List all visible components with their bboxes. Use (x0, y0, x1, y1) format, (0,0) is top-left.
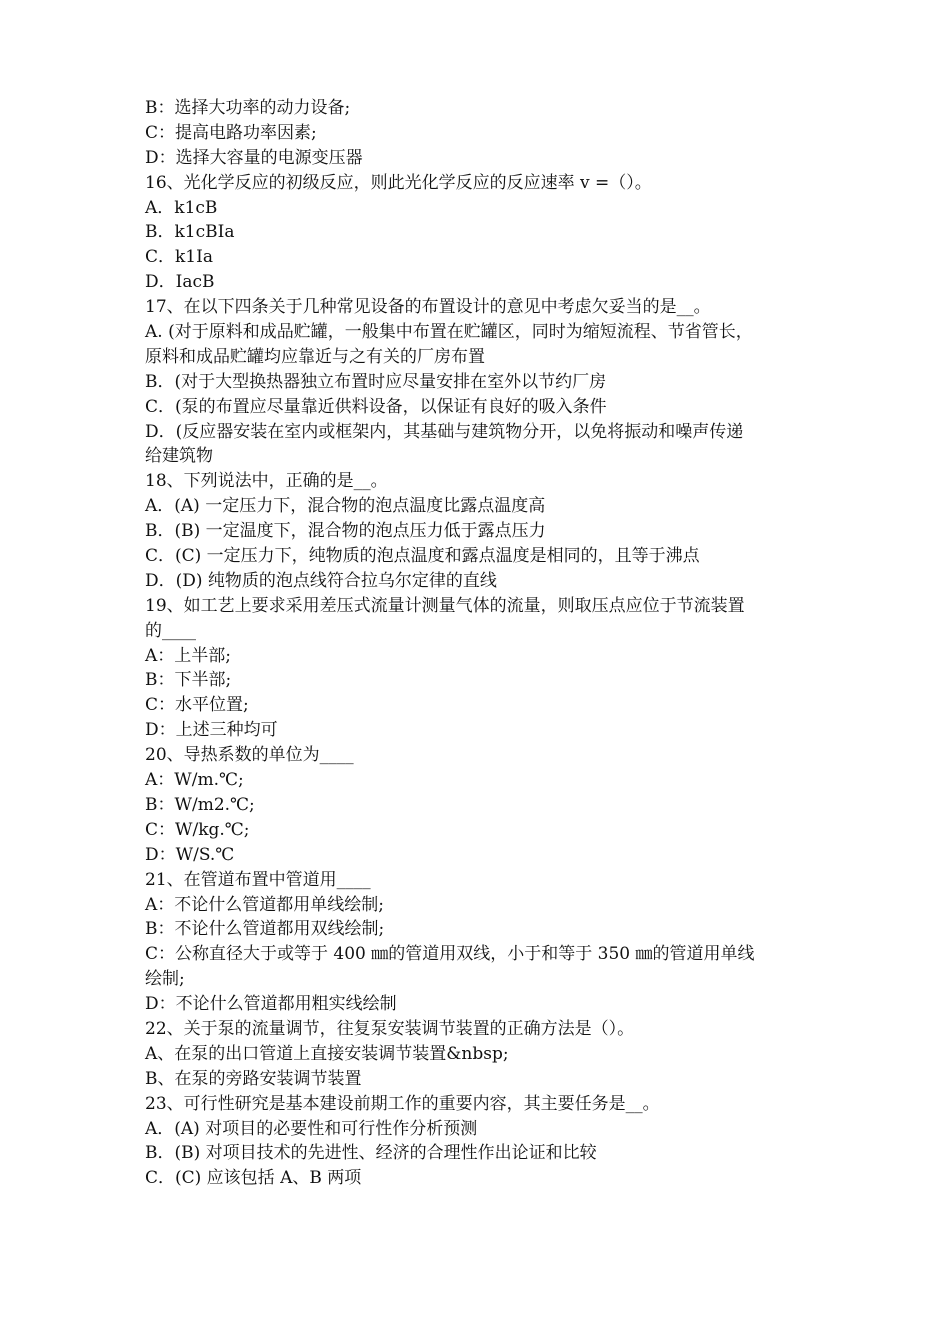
text-line: D：上述三种均可 (145, 720, 278, 741)
question-16: 16、光化学反应的初级反应，则此光化学反应的反应速率 v =（）。 (145, 172, 652, 193)
question-23: 23、可行性研究是基本建设前期工作的重要内容，其主要任务是__。 (145, 1093, 660, 1114)
text-line: C．(C) 一定压力下，纯物质的泡点温度和露点温度是相同的，且等于沸点 (145, 546, 700, 567)
text-line: A、在泵的出口管道上直接安装调节装置&nbsp; (145, 1043, 509, 1064)
text-line: B：不论什么管道都用双线绘制; (145, 919, 385, 940)
text-line: A：上半部; (145, 645, 232, 666)
text-line: B．k1cBIa (145, 222, 235, 243)
text-line: C：W/kg.℃; (145, 819, 250, 840)
text-line: D．(D) 纯物质的泡点线符合拉乌尔定律的直线 (145, 570, 497, 591)
text-line: 的____ (145, 620, 196, 641)
text-line: D：W/S.℃ (145, 844, 235, 865)
text-line: 给建筑物 (145, 446, 213, 467)
text-line: A．(A) 对项目的必要性和可行性作分析预测 (145, 1118, 478, 1139)
question-17: 17、在以下四条关于几种常见设备的布置设计的意见中考虑欠妥当的是__。 (145, 297, 711, 318)
text-line: B：选择大功率的动力设备; (145, 98, 351, 118)
question-19: 19、如工艺上要求采用差压式流量计测量气体的流量，则取压点应位于节流装置 (145, 595, 745, 616)
question-18: 18、下列说法中，正确的是__。 (145, 471, 388, 492)
text-line: D．(反应器安装在室内或框架内，其基础与建筑物分开，以免将振动和噪声传递 (145, 421, 744, 442)
text-line: D：不论什么管道都用粗实线绘制 (145, 994, 397, 1015)
text-line: D：选择大容量的电源变压器 (145, 147, 363, 168)
text-line: B．(对于大型换热器独立布置时应尽量安排在室外以节约厂房 (145, 371, 607, 392)
text-line: 原料和成品贮罐均应靠近与之有关的厂房布置 (145, 346, 485, 367)
text-line: A．(A) 一定压力下，混合物的泡点温度比露点温度高 (145, 496, 546, 517)
text-line: C：水平位置; (145, 695, 249, 716)
text-line: A：不论什么管道都用单线绘制; (145, 894, 385, 915)
text-line: B、在泵的旁路安装调节装置 (145, 1068, 362, 1089)
text-line: C：提高电路功率因素; (145, 122, 317, 143)
text-line: A：W/m.℃; (145, 770, 244, 791)
text-line: D．IacB (145, 272, 215, 293)
text-line: C．(泵的布置应尽量靠近供料设备，以保证有良好的吸入条件 (145, 396, 607, 417)
text-line: A. (对于原料和成品贮罐，一般集中布置在贮罐区，同时为缩短流程、节省管长， (145, 322, 753, 343)
question-21: 21、在管道布置中管道用____ (145, 869, 371, 890)
text-line: B：W/m2.℃; (145, 794, 255, 815)
text-line: C．(C) 应该包括 A、B 两项 (145, 1168, 362, 1189)
question-20: 20、导热系数的单位为____ (145, 745, 354, 766)
text-line: B：下半部; (145, 670, 232, 691)
text-line: 绘制; (145, 969, 185, 990)
question-22: 22、关于泵的流量调节，往复泵安装调节装置的正确方法是（）。 (145, 1018, 635, 1039)
text-line: A．k1cB (145, 197, 218, 218)
text-line: C：公称直径大于或等于 400 ㎜的管道用双线，小于和等于 350 ㎜的管道用单线 (145, 944, 755, 965)
text-line: B．(B) 一定温度下，混合物的泡点压力低于露点压力 (145, 521, 546, 542)
text-line: C．k1Ia (145, 247, 213, 268)
document-page (145, 96, 815, 1191)
text-line: B．(B) 对项目技术的先进性、经济的合理性作出论证和比较 (145, 1143, 597, 1164)
